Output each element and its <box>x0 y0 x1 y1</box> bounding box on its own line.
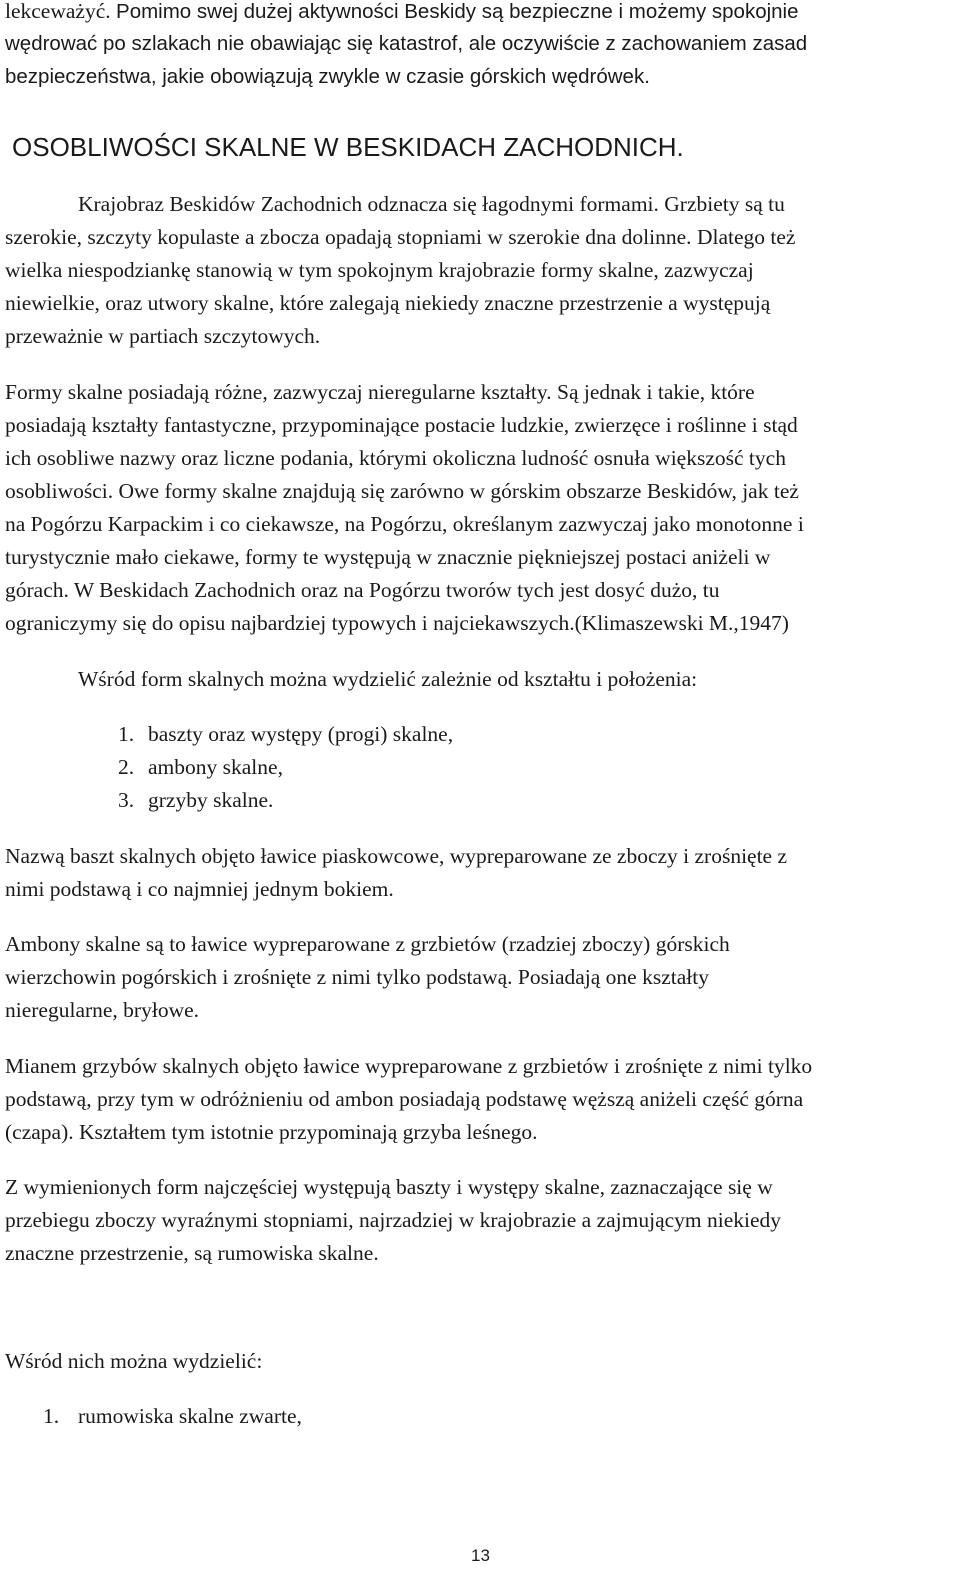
grzyby-line-3: (czapa). Kształtem tym istotnie przypominają grzyba leśnego. <box>5 1120 538 1144</box>
para2-fragment: osobliwości. <box>5 479 114 503</box>
forms-list-item <box>118 784 273 817</box>
para2-line-7: górach. W Beskidach Zachodnich oraz na Pogórzu tworów tych jest dosyć dużo, tu <box>5 578 720 602</box>
section-heading: OSOBLIWOŚCI SKALNE W BESKIDACH ZACHODNICH. <box>12 132 684 162</box>
intro-line-1 <box>5 0 799 28</box>
rumowiska-line-2: przebiegu zboczy wyraźnymi stopniami, najrzadziej w krajobrazie a zajmującym niekiedy <box>5 1208 782 1232</box>
intro-fragment: lekceważyć. <box>5 0 117 23</box>
ambony-line-2: wierzchowin pogórskich i zrośnięte z nimi tylko podstawą. Posiadają one kształty <box>5 965 709 989</box>
para1-fragment: szerokie, szczyty kopulaste a zbocza opadają stopniami w szerokie dna dolinne. <box>5 225 692 249</box>
para2-line-3: ich osobliwe nazwy oraz liczne podania, którymi okoliczna ludność osnuła większość tych <box>5 446 786 470</box>
rubble-list-item <box>43 1400 302 1433</box>
para1-line-3: wielka niespodziankę stanowią w tym spokojnym krajobrazie formy skalne, zazwyczaj <box>5 258 754 282</box>
para1-line-4: niewielkie, oraz utwory skalne, które zalegają niekiedy znaczne przestrzenie a występują <box>5 291 771 315</box>
rumowiska-line-1: Z wymienionych form najczęściej występują baszty i występy skalne, zaznaczające się w <box>5 1175 773 1199</box>
list-number: 1. <box>43 1404 60 1428</box>
para2-fragment: Owe formy skalne znajdują się zarówno w górskim obszarze Beskidów, jak też <box>113 479 799 503</box>
list-number: 3. <box>118 788 135 812</box>
para2-line-8: ograniczymy się do opisu najbardziej typowych i najciekawszych.(Klimaszewski M.,1947) <box>5 611 789 635</box>
list-item-text: ambony skalne, <box>148 755 283 779</box>
intro-fragment-sans: Pomimo swej dużej aktywności Beskidy są bezpieczne i możemy spokojnie <box>116 0 799 23</box>
list-number: 2. <box>118 755 135 779</box>
list-item-text: baszty oraz występy (progi) skalne, <box>148 722 454 746</box>
ambony-line-3: nieregularne, bryłowe. <box>5 998 200 1022</box>
intro-line-3: bezpieczeństwa, jakie obowiązują zwykle w czasie górskich wędrówek. <box>5 65 650 88</box>
list-number: 1. <box>118 722 135 746</box>
among-them: Wśród nich można wydzielić: <box>5 1349 263 1373</box>
para1-fragment: Krajobraz Beskidów Zachodnich odznacza się łagodnymi formami. <box>78 192 659 216</box>
para2-fragment: Formy skalne posiadają różne, zazwyczaj nieregularne kształty. <box>5 380 552 404</box>
grzyby-line-2: podstawą, przy tym w odróżnieniu od ambon posiadają podstawę węższą aniżeli część górna <box>5 1087 804 1111</box>
para1-line-1 <box>78 188 785 221</box>
para1-line-2 <box>5 221 795 254</box>
rumowiska-line-3: znaczne przestrzenie, są rumowiska skalne. <box>5 1241 379 1265</box>
para2-line-4 <box>5 475 799 508</box>
page-number: 13 <box>471 1546 490 1565</box>
ambony-line-1: Ambony skalne są to ławice wypreparowane z grzbietów (rzadziej zboczy) górskich <box>5 932 730 956</box>
forms-list-item <box>118 751 283 784</box>
forms-list-item <box>118 718 453 751</box>
list-item-text: rumowiska skalne zwarte, <box>78 1404 302 1428</box>
para1-line-5: przeważnie w partiach szczytowych. <box>5 324 321 348</box>
baszty-line-2: nimi podstawą i co najmniej jednym bokiem. <box>5 877 394 901</box>
para2-line-6: turystycznie mało ciekawe, formy te występują w znacznie piękniejszej postaci aniżeli w <box>5 545 771 569</box>
para2-line-2: posiadają kształty fantastyczne, przypominające postacie ludzkie, zwierzęce i roślinne i stąd <box>5 413 798 437</box>
para2-line-5: na Pogórzu Karpackim i co ciekawsze, na Pogórzu, określanym zazwyczaj jako monotonne i <box>5 512 804 536</box>
para1-fragment: Grzbiety są tu <box>658 192 785 216</box>
intro-line-2: wędrować po szlakach nie obawiając się katastrof, ale oczywiście z zachowaniem zasad <box>5 32 808 55</box>
para2-fragment: Są jednak i takie, które <box>551 380 755 404</box>
para1-fragment: Dlatego też <box>691 225 796 249</box>
baszty-line-1: Nazwą baszt skalnych objęto ławice piaskowcowe, wypreparowane ze zboczy i zrośnięte z <box>5 844 788 868</box>
grzyby-line-1: Mianem grzybów skalnych objęto ławice wypreparowane z grzbietów i zrośnięte z nimi tylko <box>5 1054 813 1078</box>
para2-line-1 <box>5 376 755 409</box>
list-item-text: grzyby skalne. <box>148 788 274 812</box>
forms-intro: Wśród form skalnych można wydzielić zależnie od kształtu i położenia: <box>78 667 698 691</box>
